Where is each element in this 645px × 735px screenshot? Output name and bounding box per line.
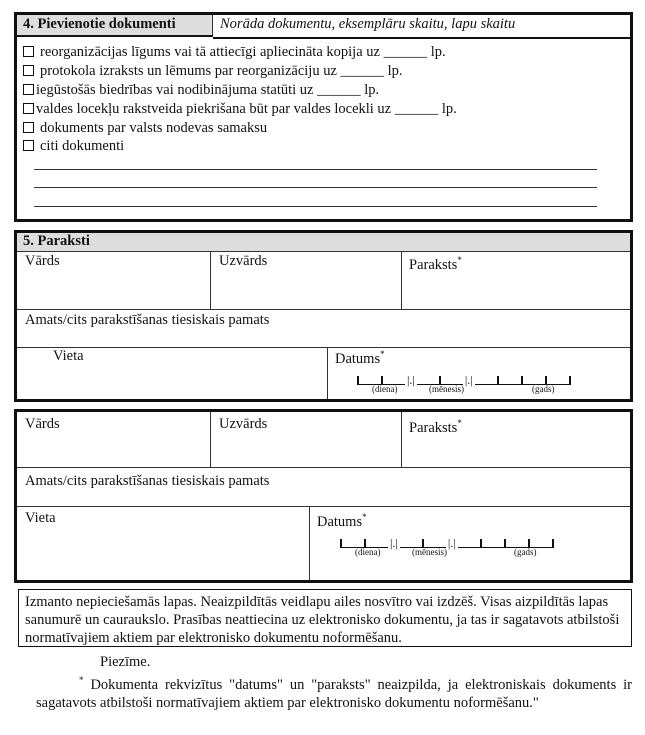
- date-text: Datums: [317, 513, 363, 530]
- signature-text: Paraksts: [409, 256, 458, 273]
- divider: [213, 37, 630, 39]
- date-field[interactable]: [357, 371, 571, 385]
- checkbox-item[interactable]: [23, 43, 446, 61]
- date-segment: [482, 536, 504, 548]
- checkbox-item[interactable]: [23, 81, 379, 99]
- date-segment: [552, 539, 554, 548]
- divider: [17, 506, 630, 507]
- date-segment: [569, 376, 571, 385]
- date-segment: |.|: [390, 536, 398, 550]
- asterisk: *: [362, 512, 367, 522]
- month-label: (mēnesis): [429, 384, 464, 394]
- date-label: [335, 349, 385, 368]
- divider: [401, 412, 402, 467]
- checkbox[interactable]: [23, 140, 34, 151]
- asterisk: *: [380, 349, 385, 359]
- year-label: (gads): [532, 384, 555, 394]
- item-label: reorganizācijas līgums vai tā attiecīgi apliecināta kopija uz ______ lp.: [40, 44, 446, 60]
- item-label: iegūstošās biedrības vai nodibinājuma statūti uz ______ lp.: [36, 82, 380, 98]
- divider: [17, 309, 630, 310]
- signature-text: Paraksts: [409, 419, 458, 436]
- divider: [17, 347, 630, 348]
- checkbox-item[interactable]: [23, 119, 267, 137]
- divider: [210, 412, 211, 467]
- date-label: [317, 512, 367, 531]
- asterisk: *: [457, 255, 462, 265]
- name-label: Vārds: [25, 253, 60, 269]
- day-label: (diena): [372, 384, 398, 394]
- checkbox-item[interactable]: [23, 100, 457, 118]
- divider: [210, 252, 211, 309]
- section-attached-documents: [14, 12, 633, 222]
- checkbox-item[interactable]: [23, 137, 124, 155]
- section-signatures: [14, 230, 633, 402]
- year-label: (gads): [514, 547, 537, 557]
- date-segment: |.|: [464, 373, 473, 387]
- place-label: Vieta: [53, 348, 84, 364]
- divider: [309, 506, 310, 580]
- section5-title: 5. Paraksti: [17, 233, 630, 252]
- divider: [401, 252, 402, 309]
- instructions-notice: Izmanto nepieciešamās lapas. Neaizpildītās veidlapu ailes nosvītro vai izdzēš. Visas aizpildītās lapas sanumurē un cauraukslo. Prasības neattiecina uz elektronisko dokumentu, ja tas ir sagatavots atbilstoši normatīvajiem aktiem par elektronisko dokumentu noformēšanu.: [18, 589, 632, 647]
- position-label: Amats/cits parakstīšanas tiesiskais pamats: [25, 473, 270, 489]
- surname-label: Uzvārds: [219, 253, 268, 269]
- item-label: valdes locekļu rakstveida piekrišana būt par valdes locekli uz ______ lp.: [36, 101, 457, 117]
- item-label: protokola izraksts un lēmums par reorganizāciju uz ______ lp.: [40, 63, 403, 79]
- item-label: dokuments par valsts nodevas samaksu: [40, 120, 268, 136]
- signatory-block-2: [14, 409, 633, 583]
- note-label: Piezīme.: [100, 654, 151, 670]
- section4-title: 4. Pievienotie dokumenti: [17, 15, 213, 37]
- footnote: [36, 671, 632, 712]
- item-label: citi dokumenti: [40, 138, 125, 154]
- surname-label: Uzvārds: [219, 416, 268, 432]
- position-label: Amats/cits parakstīšanas tiesiskais pamats: [25, 312, 270, 328]
- month-label: (mēnesis): [412, 547, 447, 557]
- other-docs-line[interactable]: [34, 169, 597, 170]
- checkbox[interactable]: [23, 46, 34, 57]
- checkbox[interactable]: [23, 65, 34, 76]
- footnote-text: Dokumenta rekvizītus "datums" un "paraksts" neaizpilda, ja elektroniskais dokuments ir sagatavots atbilstoši normatīvajiem aktiem par elektronisko dokumentu noformēšanu.": [36, 676, 633, 711]
- divider: [327, 347, 328, 399]
- section4-hint: Norāda dokumentu, eksemplāru skaitu, lapu skaitu: [220, 16, 516, 32]
- checkbox-item[interactable]: [23, 62, 403, 80]
- checkbox[interactable]: [23, 103, 34, 114]
- name-label: Vārds: [25, 416, 60, 432]
- day-label: (diena): [355, 547, 381, 557]
- place-label: Vieta: [25, 510, 56, 526]
- footnote-star: *: [79, 675, 84, 685]
- other-docs-line[interactable]: [34, 187, 597, 188]
- divider: [17, 467, 630, 468]
- date-segment: |.|: [407, 373, 415, 387]
- date-segment: [499, 373, 521, 385]
- date-text: Datums: [335, 350, 381, 367]
- date-field[interactable]: [340, 534, 554, 548]
- asterisk: *: [457, 418, 462, 428]
- checkbox[interactable]: [23, 122, 34, 133]
- signature-label: [409, 255, 462, 274]
- date-segment: [475, 373, 497, 385]
- date-segment: [458, 536, 480, 548]
- date-segment: |.|: [447, 536, 456, 550]
- checkbox[interactable]: [23, 84, 34, 95]
- signature-label: [409, 418, 462, 437]
- other-docs-line[interactable]: [34, 206, 597, 207]
